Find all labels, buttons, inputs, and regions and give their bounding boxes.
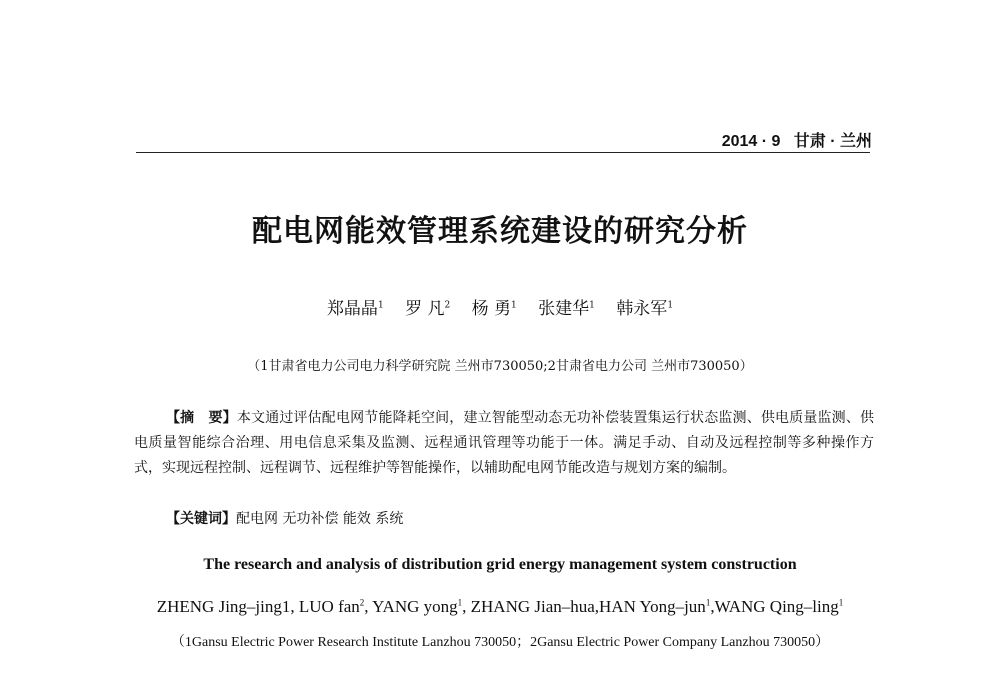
keywords-text: 配电网 无功补偿 能效 系统 — [236, 511, 404, 527]
paper-title: 配电网能效管理系统建设的研究分析 — [252, 214, 748, 249]
author-affiliation: （1甘肃省电力公司电力科学研究院 兰州市730050;2甘肃省电力公司 兰州市730050） — [247, 359, 753, 374]
english-author: ZHANG Jian–hua,HAN Yong–jun$^1$, — [470, 597, 715, 616]
author: 张建华$^1$ — [538, 299, 595, 319]
header-divider — [136, 152, 870, 153]
author: 韩永军$^1$ — [616, 299, 674, 319]
author: 杨 勇$^1$ — [471, 299, 517, 319]
english-author-list — [0, 597, 1000, 617]
author: 郑晶晶$^1$ — [326, 299, 384, 319]
english-author: WANG Qing–ling$^1$ — [714, 597, 844, 616]
issue-date: 2014 · 9 — [721, 133, 781, 150]
keywords — [166, 508, 403, 528]
author: 罗 凡$^2$ — [405, 299, 451, 319]
abstract — [134, 406, 874, 481]
keywords-label: 【关键词】 — [166, 511, 236, 527]
journal-header — [722, 128, 872, 151]
author-list — [0, 294, 1000, 319]
english-affiliation: （1Gansu Electric Power Research Institute Lanzhou 730050；2Gansu Electric Power Company Lanzhou 730050） — [170, 635, 830, 650]
conference-location: 甘肃 · 兰州 — [793, 133, 872, 150]
english-author: ZHENG Jing–jing1, — [156, 597, 299, 616]
abstract-text: 本文通过评估配电网节能降耗空间，建立智能型动态无功补偿装置集运行状态监测、供电质量监测、供电质量智能综合治理、用电信息采集及监测、远程通讯管理等功能于一体。满足手动、自动及远程控制等多种操作方式，实现远程控制、远程调节、远程维护等智能操作，以辅助配电网节能改造与规划方案的编制。 — [134, 410, 875, 476]
english-title: The research and analysis of distribution grid energy management system construction — [203, 556, 797, 573]
english-author: YANG yong$^1$, — [372, 597, 471, 616]
english-author: LUO fan$^2$, — [298, 597, 373, 616]
abstract-label: 【摘 要】 — [166, 410, 237, 426]
